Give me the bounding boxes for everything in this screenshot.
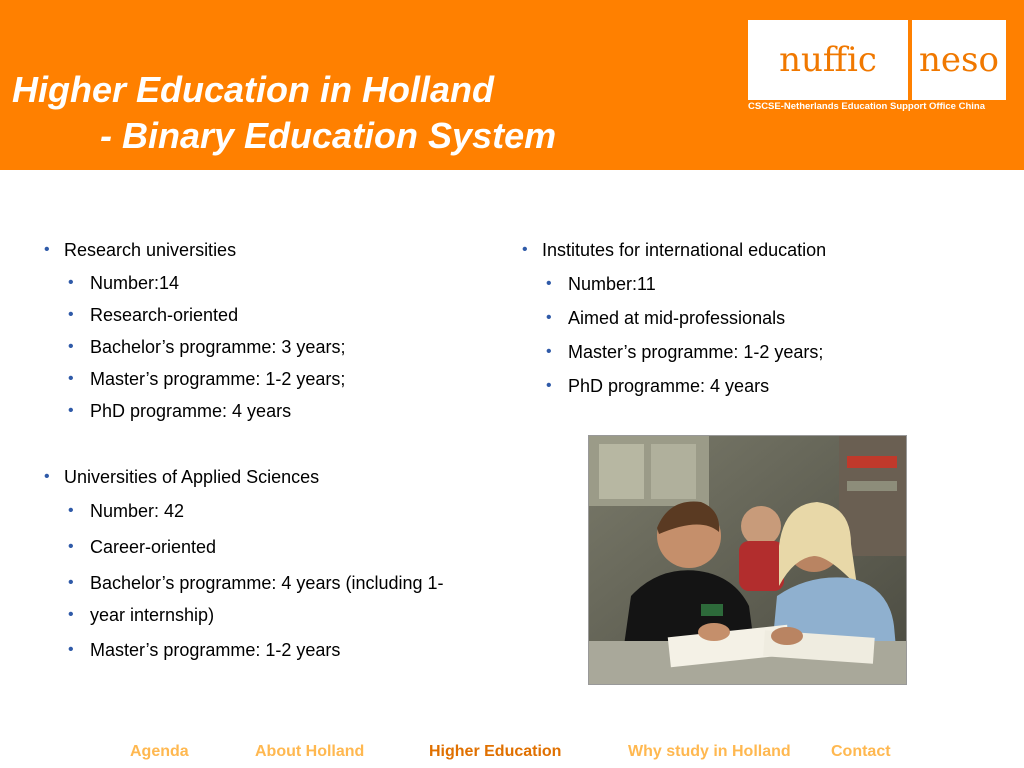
applied-sciences-list: [40, 466, 500, 670]
list-item: • Bachelor’s programme: 3 years;: [64, 331, 500, 363]
list-item: • Bachelor’s programme: 4 years (including 1-: [64, 566, 500, 600]
list-item-continuation-text: year internship): [90, 605, 215, 625]
list-item: • Master’s programme: 1-2 years: [64, 630, 500, 670]
sub-list: [542, 267, 998, 403]
list-item: • Master’s programme: 1-2 years;: [64, 363, 500, 395]
list-heading: [518, 239, 998, 403]
research-universities-heading: Research universities: [64, 240, 237, 260]
list-item: • Number: 42: [64, 494, 500, 528]
logo-neso: neso: [912, 20, 1006, 100]
list-item: • Master’s programme: 1-2 years;: [542, 335, 998, 369]
sub-list: [64, 267, 500, 427]
nav-higher-education[interactable]: Higher Education: [429, 743, 562, 760]
nav-contact[interactable]: Contact: [831, 743, 891, 760]
slide-subtitle: - Binary Education System: [100, 115, 557, 156]
list-heading: [40, 239, 500, 427]
list-item: • PhD programme: 4 years: [542, 369, 998, 403]
slide-title: Higher Education in Holland: [12, 69, 495, 110]
list-item: • Number:11: [542, 267, 998, 301]
international-institutes-list: [518, 239, 998, 403]
list-heading: [40, 466, 500, 670]
list-item: • Career-oriented: [64, 528, 500, 566]
list-item: • Research-oriented: [64, 299, 500, 331]
list-item: • Aimed at mid-professionals: [542, 301, 998, 335]
research-universities-list: [40, 239, 500, 427]
applied-sciences-heading: Universities of Applied Sciences: [64, 467, 320, 487]
nav-about-holland[interactable]: About Holland: [255, 743, 365, 760]
list-item: • Number:14: [64, 267, 500, 299]
logo-nuffic: nuffic: [748, 20, 908, 100]
list-item-continuation: [64, 600, 500, 630]
nav-why-study-in-holland[interactable]: Why study in Holland: [628, 743, 791, 760]
students-photo: [588, 435, 907, 685]
nuffic-neso-logo: [748, 20, 1006, 100]
logo-subtitle: CSCSE-Netherlands Education Support Office China: [748, 101, 985, 112]
list-item: • PhD programme: 4 years: [64, 395, 500, 427]
sub-list: [64, 494, 500, 670]
nav-agenda[interactable]: Agenda: [130, 743, 189, 760]
international-institutes-heading: Institutes for international education: [542, 240, 827, 260]
